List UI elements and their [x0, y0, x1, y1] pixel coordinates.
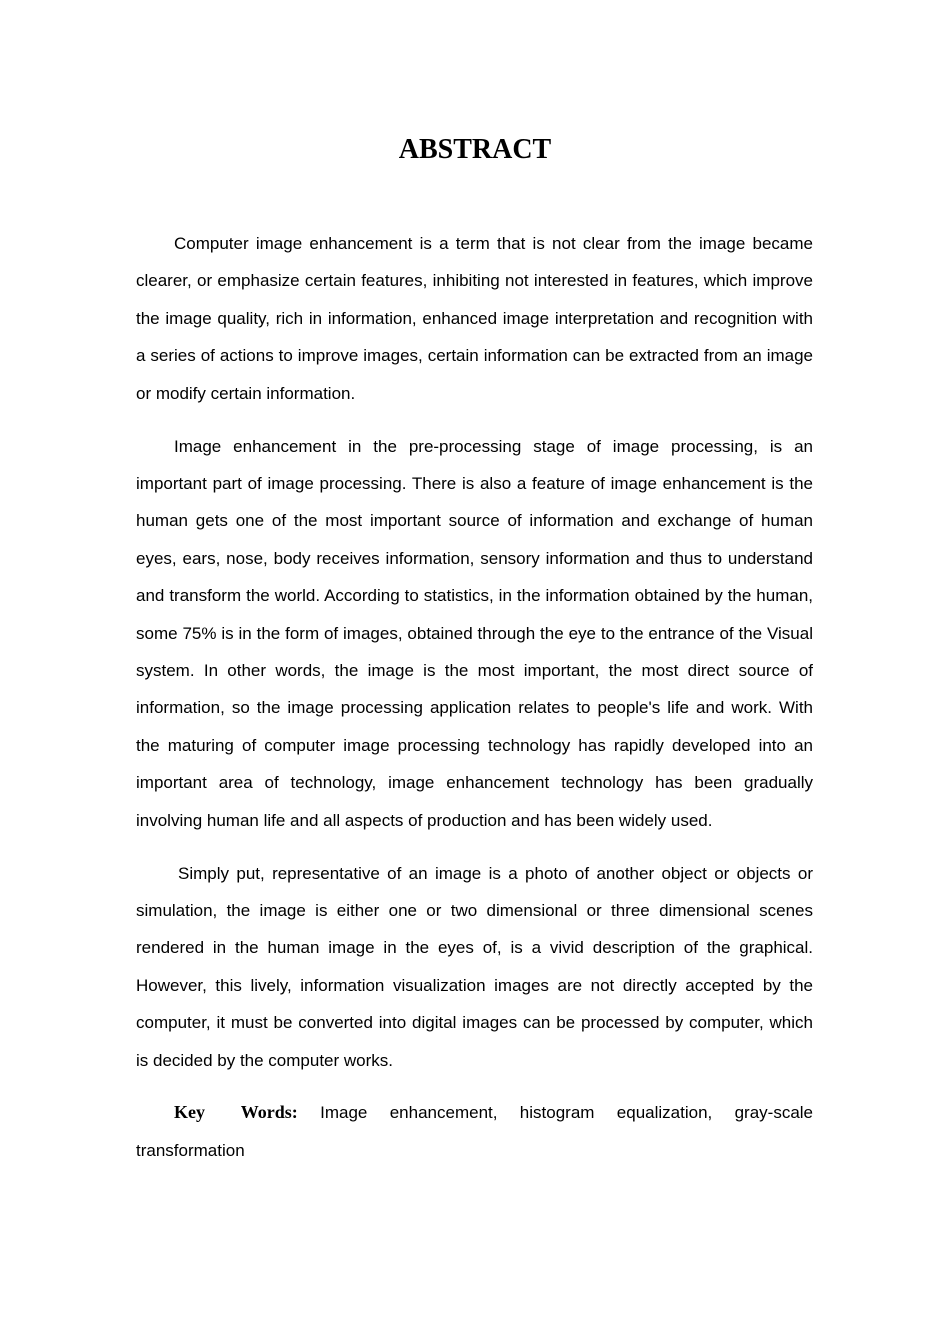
- abstract-paragraph-1: Computer image enhancement is a term that is not clear from the image became clearer, or emphasize certain features, inhibiting not interested in features, which improve the image quality, rich in information, enhanced image interpretation and recognition with a series of actions to improve images, certain information can be extracted from an image or modify certain information.: [136, 234, 813, 403]
- abstract-body: [136, 225, 813, 1169]
- keywords-label: Key Words:: [174, 1102, 298, 1123]
- keywords-line: [136, 1094, 813, 1169]
- keywords-text: Image enhancement, histogram equalization, gray-scale transformation: [136, 1103, 814, 1160]
- abstract-title: ABSTRACT: [398, 134, 552, 165]
- abstract-paragraph-3: Simply put, representative of an image is a photo of another object or objects or simulation, the image is either one or two dimensional or three dimensional scenes rendered in the human image in the eyes of, is a vivid description of the graphical. However, this lively, information visualization images are not directly accepted by the computer, it must be converted into digital images can be processed by computer, which is decided by the computer works.: [136, 863, 813, 1070]
- abstract-paragraph-2: Image enhancement in the pre-processing stage of image processing, is an important part of image processing. There is also a feature of image enhancement is the human gets one of the most important source of information and exchange of human eyes, ears, nose, body receives information, sensory information and thus to understand and transform the world. According to statistics, in the information obtained by the human, some 75% is in the form of images, obtained through the eye to the entrance of the Visual system. In other words, the image is the most important, the most direct source of information, so the image processing application relates to people's life and work. With the maturing of computer image processing technology has rapidly developed into an important area of technology, image enhancement technology has been gradually involving human life and all aspects of production and has been widely used.: [136, 436, 813, 830]
